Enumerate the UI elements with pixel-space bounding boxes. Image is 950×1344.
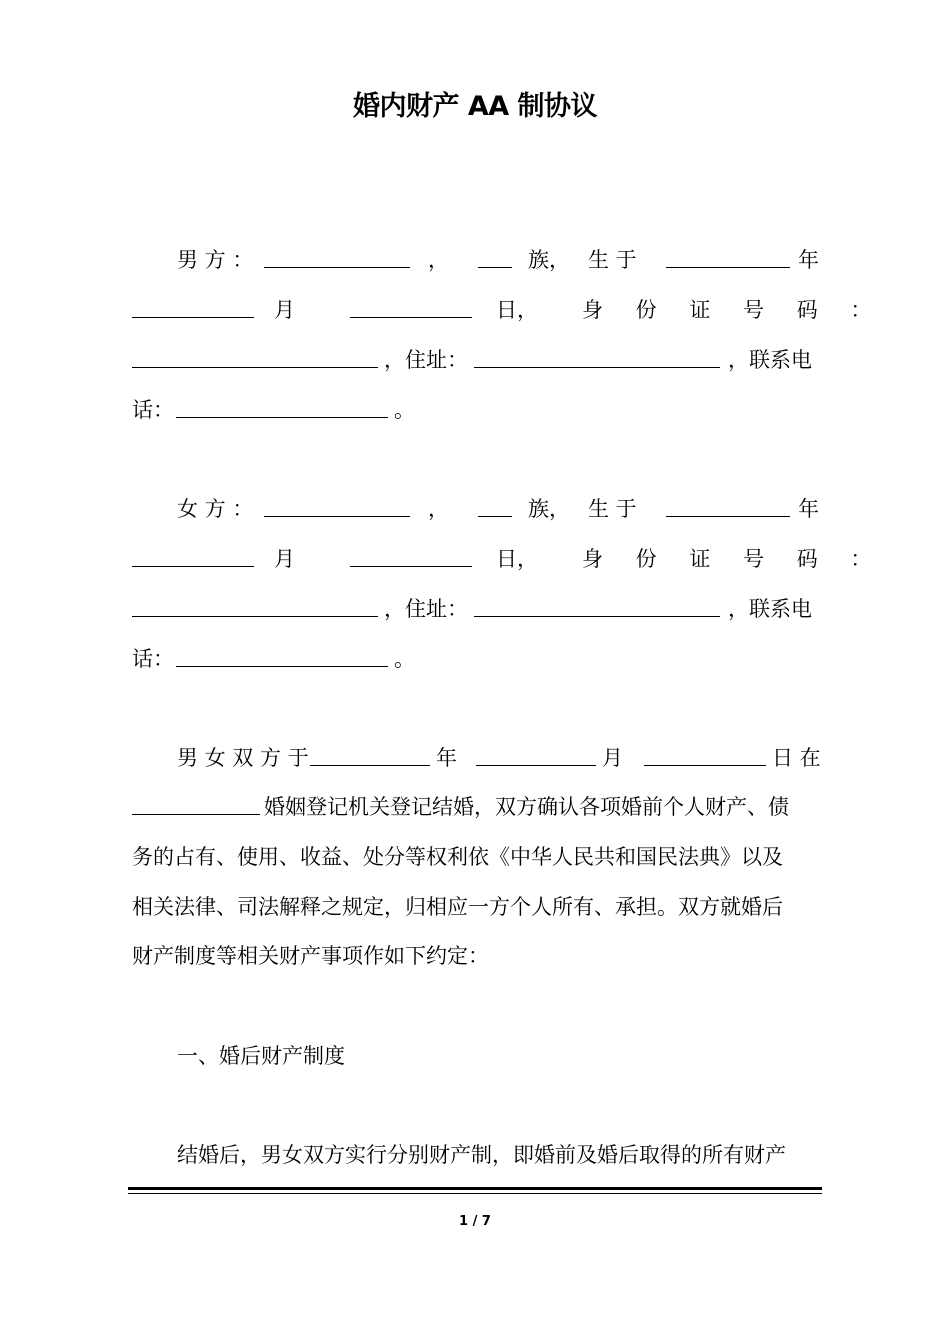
female-address-label: ，住址： — [384, 597, 468, 621]
marriage-day-blank — [644, 765, 766, 766]
male-address-label: ，住址： — [384, 348, 468, 372]
marriage-start: 男 女 双 方 于 — [177, 746, 309, 770]
female-line-4 — [132, 641, 822, 677]
section-1-heading-line — [132, 1038, 822, 1074]
female-ethnicity-label: 族， — [528, 497, 570, 521]
marriage-line-3 — [132, 839, 822, 875]
male-name-blank — [264, 267, 410, 268]
female-line-3 — [132, 591, 822, 627]
marriage-year-label: 年 — [436, 746, 457, 770]
female-day-label: 日， — [496, 547, 538, 571]
male-born-label: 生 于 — [588, 248, 637, 272]
marriage-text-3: 务的占有、使用、收益、处分等权利依《中华人民共和国民法典》以及 — [132, 845, 783, 869]
female-birth-month-blank — [132, 566, 254, 567]
male-year-label: 年 — [798, 248, 819, 272]
male-comma: ， — [428, 248, 449, 272]
female-month-label: 月 — [274, 547, 295, 571]
page-number: 1 / 7 — [459, 1214, 491, 1229]
male-line-3 — [132, 342, 822, 378]
male-address-blank — [474, 367, 720, 368]
female-ethnicity-blank — [478, 516, 512, 517]
male-ethnicity-blank — [478, 267, 512, 268]
male-line-1 — [132, 242, 822, 278]
female-born-label: 生 于 — [588, 497, 637, 521]
male-phone-blank — [176, 417, 388, 418]
male-ethnicity-label: 族， — [528, 248, 570, 272]
male-birth-month-blank — [132, 317, 254, 318]
section-1-text: 结婚后，男女双方实行分别财产制，即婚前及婚后取得的所有财产 — [177, 1143, 786, 1167]
female-end-mark: 。 — [394, 647, 415, 671]
marriage-office-blank — [132, 814, 260, 815]
female-phone-label-cont: 话： — [132, 647, 174, 671]
female-birth-day-blank — [350, 566, 472, 567]
male-id-label: 身 份 证 号 码 ： — [582, 298, 885, 322]
male-day-label: 日， — [496, 298, 538, 322]
male-month-label: 月 — [274, 298, 295, 322]
marriage-month-label: 月 — [602, 746, 623, 770]
male-party-label: 男 方 ： — [177, 248, 254, 272]
female-phone-blank — [176, 666, 388, 667]
male-phone-label-cont: 话： — [132, 398, 174, 422]
section-1-heading: 一、婚后财产制度 — [177, 1044, 345, 1068]
footer-rule-thin — [128, 1193, 822, 1194]
marriage-text-5: 财产制度等相关财产事项作如下约定： — [132, 944, 489, 968]
marriage-text-4: 相关法律、司法解释之规定，归相应一方个人所有、承担。双方就婚后 — [132, 895, 783, 919]
footer-rule-thick — [128, 1187, 822, 1190]
male-birth-day-blank — [350, 317, 472, 318]
female-line-1 — [132, 491, 822, 527]
marriage-year-blank — [310, 765, 430, 766]
marriage-line-2 — [132, 789, 822, 825]
marriage-text-2: 婚姻登记机关登记结婚，双方确认各项婚前个人财产、债 — [264, 795, 789, 819]
female-address-blank — [474, 616, 720, 617]
section-1-text-line — [132, 1137, 822, 1173]
female-id-blank — [132, 616, 378, 617]
male-line-4 — [132, 392, 822, 428]
marriage-month-blank — [476, 765, 596, 766]
male-birth-year-blank — [666, 267, 790, 268]
female-phone-label: ，联系电 — [728, 597, 812, 621]
male-line-2 — [132, 292, 885, 328]
female-id-label: 身 份 证 号 码 ： — [582, 547, 885, 571]
female-name-blank — [264, 516, 410, 517]
marriage-day-in: 日 在 — [772, 746, 821, 770]
marriage-line-5 — [132, 938, 822, 974]
marriage-line-4 — [132, 889, 822, 925]
female-comma: ， — [428, 497, 449, 521]
female-birth-year-blank — [666, 516, 790, 517]
male-end-mark: 。 — [394, 398, 415, 422]
female-party-label: 女 方 ： — [177, 497, 254, 521]
male-id-blank — [132, 367, 378, 368]
female-line-2 — [132, 541, 885, 577]
male-phone-label: ，联系电 — [728, 348, 812, 372]
marriage-line-1 — [132, 740, 822, 776]
female-year-label: 年 — [798, 497, 819, 521]
document-title: 婚内财产 AA 制协议 — [352, 91, 598, 122]
